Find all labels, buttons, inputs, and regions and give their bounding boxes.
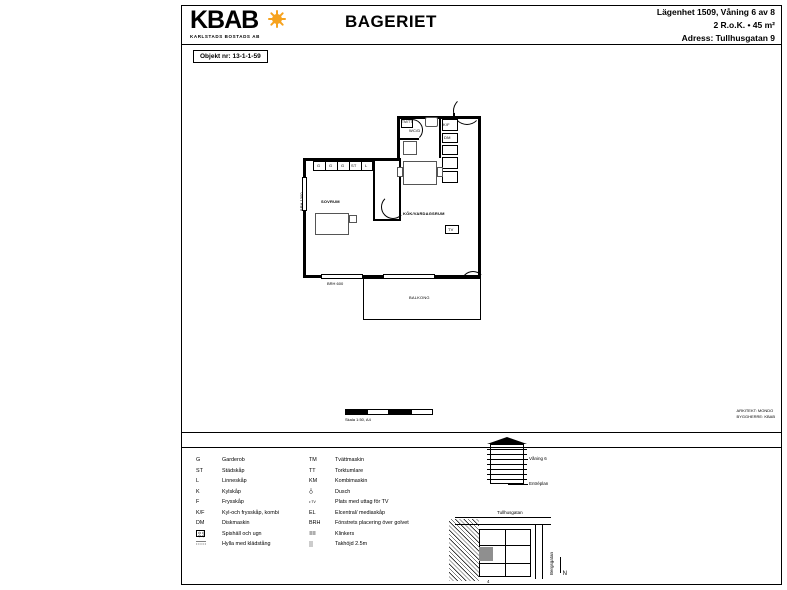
ceiling-height-icon — [309, 540, 318, 547]
legend-value: Fönstrets placering över golvet — [335, 520, 409, 526]
wall-segment — [397, 158, 401, 160]
legend-key: TM — [309, 457, 317, 463]
legend-item — [309, 497, 459, 508]
stove-icon — [196, 530, 205, 537]
wall-segment — [373, 161, 375, 221]
kbab-logo — [190, 8, 310, 46]
legend-item — [309, 466, 459, 477]
legend-divider — [182, 447, 781, 448]
legend-item — [309, 508, 459, 519]
credits — [737, 408, 775, 420]
credit-developer: BYGGHERRE: KBAB — [736, 414, 775, 419]
legend-value: Hylla med klädstång — [222, 541, 271, 547]
unit-marker — [479, 547, 493, 561]
legend-value: Linneskåp — [222, 478, 247, 484]
kitchen-unit — [442, 171, 458, 183]
legend-item — [309, 518, 459, 529]
street-label-top: Tullhusgatan — [497, 510, 523, 515]
appliance-label-kf: K/F — [443, 122, 450, 127]
legend-item — [309, 455, 459, 466]
wall-segment — [439, 118, 441, 158]
svg-text:•◦TV: •◦TV — [309, 500, 316, 504]
room-label-balkong: BALKONG — [409, 295, 430, 300]
legend-value: Klinkers — [335, 530, 355, 537]
legend-value: Diskmaskin — [222, 520, 250, 526]
room-label-wcd: WC/D — [409, 128, 421, 133]
legend-column-2 — [309, 455, 459, 550]
appliance-label-tmtt: TM/TT — [402, 120, 413, 124]
door-swing — [381, 195, 405, 219]
legend-key: L — [196, 478, 199, 484]
legend-key: K/F — [196, 509, 205, 516]
kitchen-unit — [442, 145, 458, 155]
rooms-line: 2 R.o.K. • 45 m² — [713, 20, 775, 30]
legend-key: F — [196, 499, 200, 505]
street-label-right: Bergsgatan — [549, 551, 554, 575]
page-title: BAGERIET — [345, 12, 437, 31]
scale-note: Skala 1:50, A4 — [345, 417, 371, 422]
wall-segment — [303, 158, 306, 278]
legend-key: KM — [309, 478, 318, 484]
chair — [437, 167, 443, 177]
window — [321, 274, 363, 279]
credit-architect: ARKITEKT: MONDO — [736, 408, 774, 413]
sun-icon — [268, 10, 286, 28]
legend-item — [309, 487, 459, 498]
floor-marker-label: Våning 6 — [529, 456, 547, 461]
apartment-floorplan — [285, 95, 505, 345]
scale-bar — [345, 409, 457, 422]
legend-key: EL — [309, 509, 316, 516]
legend-value: Plats med uttag för TV — [335, 499, 389, 505]
kitchen-unit — [442, 157, 458, 169]
cabinet-label: G — [341, 163, 345, 168]
dining-table — [403, 161, 437, 185]
legend-value: Städskåp — [222, 467, 245, 474]
legend-value: Kylskåp — [222, 488, 241, 495]
legend-value: Frysskåp — [222, 499, 244, 505]
header-divider — [182, 44, 781, 45]
north-arrow-icon — [560, 557, 561, 573]
cabinet-label: L — [365, 163, 368, 168]
dimension-label-brh1300: BRH 1300 — [299, 192, 304, 211]
legend-key: TT — [309, 467, 316, 474]
cabinet-label: G — [317, 163, 321, 168]
room-label-kok-vardagsrum: KÖK/VARDAGSRUM — [403, 211, 445, 216]
water-hatch — [449, 519, 479, 581]
site-map — [449, 505, 569, 583]
address-line: Adress: Tullhusgatan 9 — [681, 33, 775, 43]
legend-value: Spishäll och ugn — [222, 530, 262, 537]
north-label: N — [562, 571, 567, 577]
legend-key: K — [196, 488, 200, 495]
legend-value: Garderob — [222, 457, 245, 463]
room-label-sovrum: SOVRUM — [321, 199, 340, 204]
wall-segment — [478, 116, 481, 278]
object-number: Objekt nr: 13-1-1-59 — [193, 50, 268, 63]
logo-wordmark: KBAB — [190, 6, 259, 34]
tv-outlet-icon — [309, 498, 318, 505]
apartment-line: Lägenhet 1509, Våning 6 av 8 — [656, 7, 775, 17]
apartment-info — [657, 6, 775, 45]
dimension-label-brh600-left: BRH 600 — [327, 281, 344, 286]
shelf-rod-icon — [196, 540, 205, 547]
legend-value: Tvättmaskin — [335, 457, 365, 463]
tv-label: TV — [448, 227, 454, 232]
legend-key: DM — [196, 520, 205, 526]
legend-value: Takhöjd 2.5m — [335, 541, 368, 547]
appliance-label-dm: DM — [444, 135, 451, 140]
shower-fixture — [403, 141, 417, 155]
legend-key: BRH — [309, 520, 321, 526]
legend-value: Elcentral/ mediaskåp — [335, 509, 386, 516]
legend-item — [309, 539, 459, 550]
legend-key: G — [196, 457, 201, 463]
roof-icon — [487, 437, 527, 444]
shower-icon — [309, 488, 318, 495]
logo-subtitle: KARLSTADS BOSTADS AB — [190, 34, 260, 39]
nightstand — [349, 215, 357, 223]
cabinet-label: G — [329, 163, 333, 168]
bed-furniture — [315, 213, 349, 235]
chair — [397, 167, 403, 177]
building-elevation-diagram — [487, 437, 527, 485]
tile-icon — [309, 530, 318, 537]
legend-item — [309, 529, 459, 540]
wall-segment — [373, 219, 401, 221]
legend-value: Kyl-och frysskåp, kombi — [222, 509, 279, 516]
legend-item — [309, 476, 459, 487]
cabinet-label: ST — [351, 163, 357, 168]
plan-divider — [182, 432, 781, 433]
sink-fixture — [425, 117, 438, 127]
legend-value: Kombimaskin — [335, 478, 368, 484]
legend-value: Torktumlare — [335, 467, 364, 474]
legend-value: Dusch — [335, 488, 351, 495]
entrance-marker-label: Entréplan — [529, 481, 549, 486]
legend-key: ST — [196, 467, 203, 474]
site-marker-label: 4 — [487, 579, 490, 584]
